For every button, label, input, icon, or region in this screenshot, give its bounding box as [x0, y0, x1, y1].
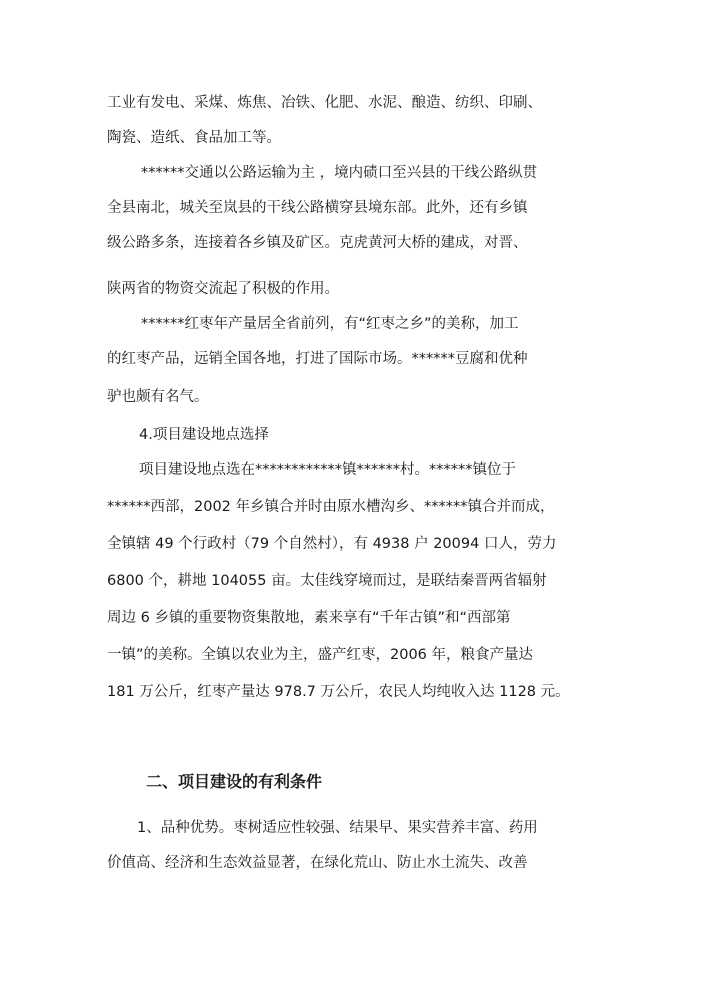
paragraph-line: 一镇”的美称。全镇以农业为主，盛产红枣，2006 年，粮食产量达 [107, 647, 534, 663]
paragraph-line: 价值高、经济和生态效益显著，在绿化荒山、防止水土流失、改善 [107, 855, 528, 871]
paragraph-line: 项目建设地点选在************镇******村。******镇位于 [139, 462, 516, 478]
paragraph-line: 陕两省的物资交流起了积极的作用。 [107, 281, 339, 297]
paragraph-line: 6800 个，耕地 104055 亩。太佳线穿境而过，是联结秦晋两省辐射 [107, 573, 547, 589]
paragraph-line: 周边 6 乡镇的重要物资集散地，素来享有“千年古镇”和“西部第 [107, 610, 511, 626]
paragraph-line: ******红枣年产量居全省前列，有“红枣之乡”的美称，加工 [141, 316, 519, 332]
section-heading: 二、项目建设的有利条件 [146, 772, 323, 791]
paragraph-line: ******交通以公路运输为主 ，境内碛口至兴县的干线公路纵贯 [141, 165, 538, 181]
paragraph-line: 驴也颇有名气。 [107, 389, 209, 405]
paragraph-line: 全镇辖 49 个行政村（79 个自然村），有 4938 户 20094 口人，劳力 [107, 536, 557, 552]
paragraph-line: 的红枣产品，远销全国各地，打进了国际市场。******豆腐和优种 [107, 351, 528, 367]
paragraph-line: 级公路多条，连接着各乡镇及矿区。克虎黄河大桥的建成，对晋、 [107, 235, 528, 251]
subsection-title: 4.项目建设地点选择 [139, 427, 269, 443]
paragraph-line: 181 万公斤，红枣产量达 978.7 万公斤，农民人均纯收入达 1128 元。 [107, 684, 570, 700]
paragraph-line: 工业有发电、采煤、炼焦、冶铁、化肥、水泥、酿造、纺织、印刷、 [107, 95, 542, 111]
paragraph-line: 全县南北，城关至岚县的干线公路横穿县境东部。此外，还有乡镇 [107, 200, 528, 216]
paragraph-line: 陶瓷、造纸、食品加工等。 [107, 130, 281, 146]
paragraph-line: 1、品种优势。枣树适应性较强、结果早、果实营养丰富、药用 [137, 820, 538, 836]
paragraph-line: ******西部，2002 年乡镇合并时由原水槽沟乡、******镇合并而成， [107, 499, 555, 515]
